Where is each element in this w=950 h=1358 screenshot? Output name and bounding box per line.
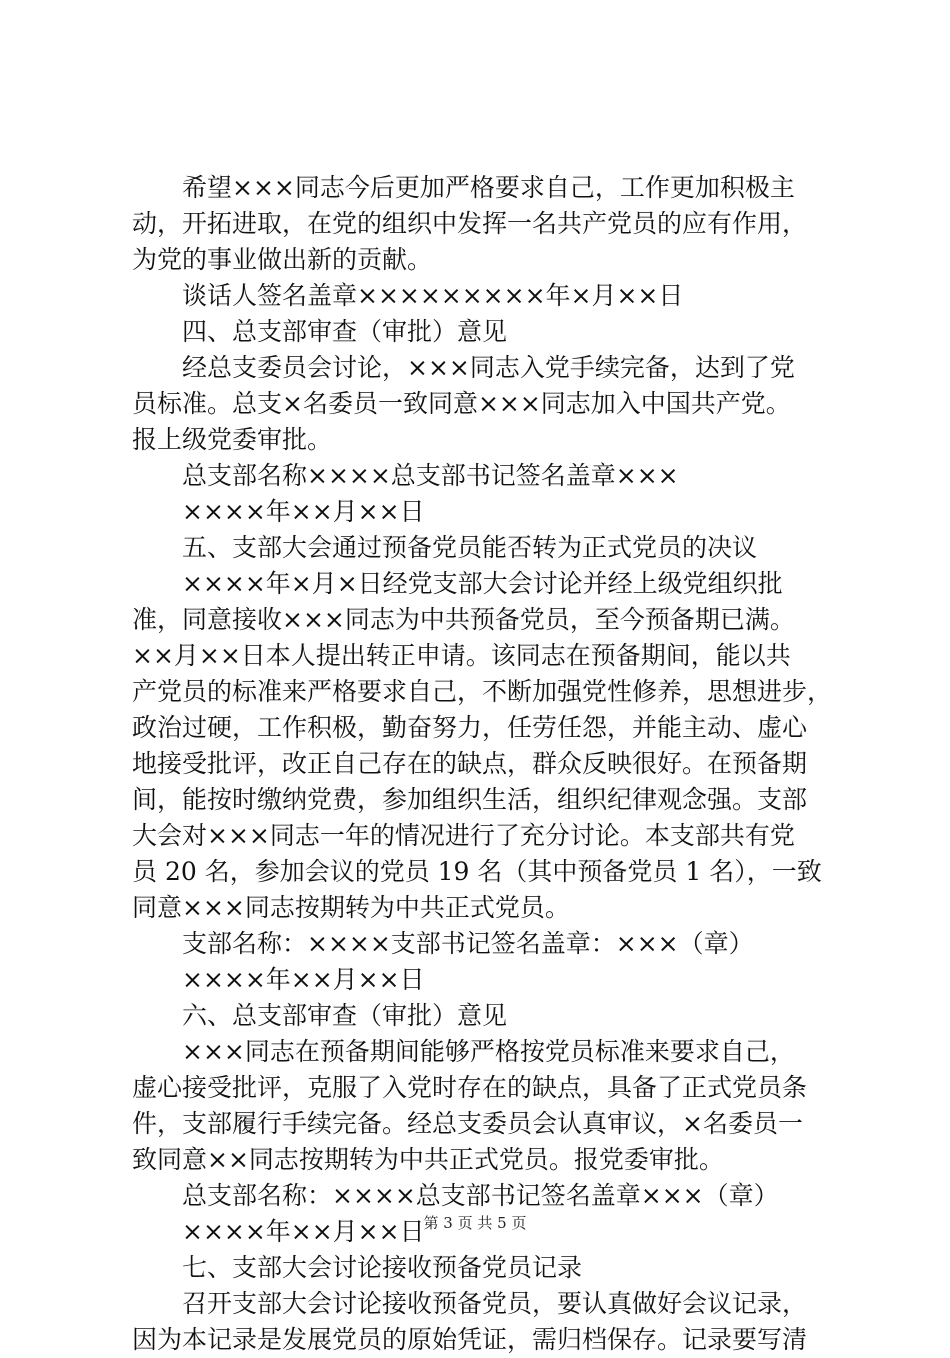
text-line: 为党的事业做出新的贡献。 (132, 245, 433, 274)
text-line: 经总支委员会讨论，×××同志入党手续完备，达到了党 (182, 353, 795, 382)
text-line: 动，开拓进取，在党的组织中发挥一名共产党员的应有作用， (132, 209, 808, 238)
text-line: 地接受批评，改正自己存在的缺点，群众反映很好。在预备期 (132, 749, 808, 778)
text-line: ××月××日本人提出转正申请。该同志在预备期间，能以共 (132, 641, 791, 670)
text-line: 总支部名称：××××总支部书记签名盖章×××（章） (182, 1181, 779, 1210)
text-line: ××××年××月××日 (182, 1217, 425, 1246)
text-line: ×××同志在预备期间能够严格按党员标准来要求自己， (182, 1037, 795, 1066)
text-line: 致同意××同志按期转为中共正式党员。报党委审批。 (132, 1145, 724, 1174)
text-line: 间，能按时缴纳党费，参加组织生活，组织纪律观念强。支部 (132, 785, 808, 814)
text-line: ××××年××月××日 (182, 497, 425, 526)
text-line: 支部名称：××××支部书记签名盖章：×××（章） (182, 929, 754, 958)
text-line: 七、支部大会讨论接收预备党员记录 (182, 1253, 583, 1282)
text-line: 政治过硬，工作积极，勤奋努力，任劳任怨，并能主动、虚心 (132, 713, 808, 742)
text-line: 员标准。总支×名委员一致同意×××同志加入中国共产党。 (132, 389, 791, 418)
text-line: 召开支部大会讨论接收预备党员，要认真做好会议记录， (182, 1289, 808, 1318)
text-line: 员 20 名，参加会议的党员 19 名（其中预备党员 1 名），一致 (132, 857, 822, 886)
text-line: 因为本记录是发展党员的原始凭证，需归档保存。记录要写清 (132, 1325, 808, 1354)
text-line: 件，支部履行手续完备。经总支委员会认真审议，×名委员一 (132, 1109, 803, 1138)
text-line: 四、总支部审查（审批）意见 (182, 317, 508, 346)
document-body (132, 170, 832, 1358)
text-line: 大会对×××同志一年的情况进行了充分讨论。本支部共有党 (132, 821, 795, 850)
text-line: 六、总支部审查（审批）意见 (182, 1001, 508, 1030)
text-line: 希望×××同志今后更加严格要求自己，工作更加积极主 (182, 173, 795, 202)
text-line: 产党员的标准来严格要求自己，不断加强党性修养，思想进步， (132, 677, 832, 706)
text-line: 报上级党委审批。 (132, 425, 333, 454)
text-line: ××××年××月××日 (182, 965, 425, 994)
text-line: 谈话人签名盖章×××××××××年×月××日 (182, 281, 684, 310)
text-line: ××××年×月×日经党支部大会讨论并经上级党组织批 (182, 569, 783, 598)
text-line: 准，同意接收×××同志为中共预备党员，至今预备期已满。 (132, 605, 795, 634)
text-line: 总支部名称××××总支部书记签名盖章××× (182, 461, 679, 490)
text-line: 同意×××同志按期转为中共正式党员。 (132, 893, 570, 922)
text-line: 虚心接受批评，克服了入党时存在的缺点，具备了正式党员条 (132, 1073, 808, 1102)
text-line: 五、支部大会通过预备党员能否转为正式党员的决议 (182, 533, 758, 562)
page-footer: 第 3 页 共 5 页 (423, 1214, 527, 1232)
